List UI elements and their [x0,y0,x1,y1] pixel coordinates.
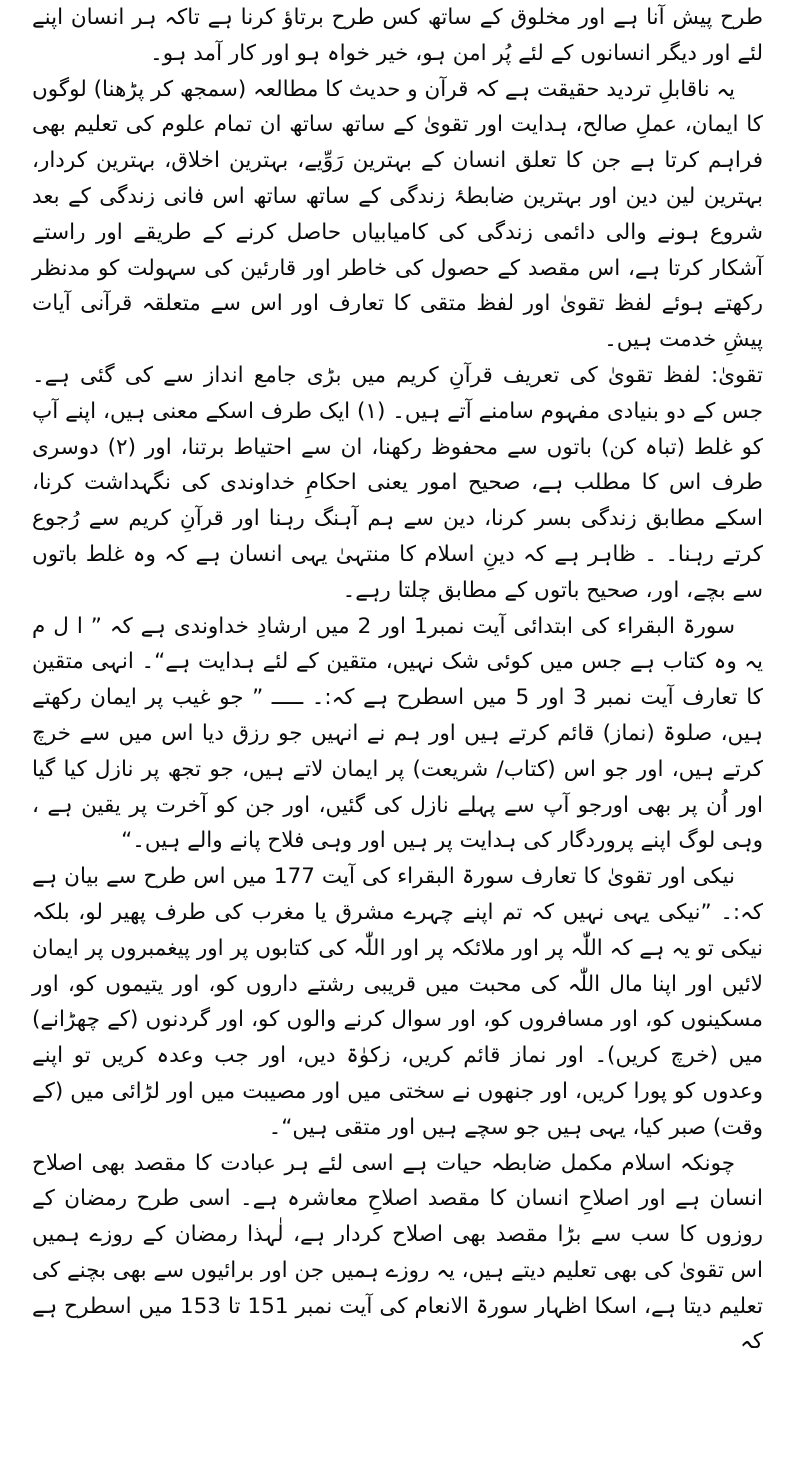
paragraph-surah-baqarah-verse-177: نیکی اور تقویٰ کا تعارف سورۃ البقراء کی آیت 177 میں اس طرح سے بیان ہے کہ:۔ ”نیکی یہی نہیں کہ تم اپنے چہرے مشرق یا مغرب کی طرف پھیر لو، بلکہ نیکی تو یہ ہے کہ اللّٰہ پر اور ملائکہ پر اور اللّٰہ کی کتابوں پر اور پیغمبروں پر ایمان لائیں اور اپنا مال اللّٰہ کی محبت میں قریبی رشتے داروں کو، اور یتیموں کو، اور مسکینوں کو، اور مسافروں کو، اور سوال کرنے والوں کو، اور گردنوں (کے چھڑانے) میں (خرچ کریں)۔ اور نماز قائم کریں، زکوٰۃ دیں، اور جب وعدہ کریں تو اپنے وعدوں کو پورا کریں، اور جنھوں نے سختی میں اور مصیبت میں اور لڑائی میں (کے وقت) صبر کیا، یہی ہیں جو سچے ہیں اور متقی ہیں“۔ [32,864,763,1140]
paragraph-taqwa-definition: تقویٰ: لفظ تقویٰ کی تعریف قرآنِ کریم میں بڑی جامع انداز سے کی گئی ہے۔ جس کے دو بنیادی مفہوم سامنے آتے ہیں۔ (۱) ایک طرف اسکے معنی ہیں، اپنے آپ کو غلط (تباہ کن) باتوں سے محفوظ رکھنا، ان سے احتیاط برتنا، اور (۲) دوسری طرف اس کا مطلب ہے، صحیح امور یعنی احکامِ خداوندی کی نگہداشت کرنا، اسکے مطابق زندگی بسر کرنا، دین سے ہم آہنگ رہنا اور قرآنِ کریم سے رُجوع کرتے رہنا۔ ۔ ظاہر ہے کہ دینِ اسلام کا منتہیٰ یہی انسان ہے کہ وہ غلط باتوں سے بچے، اور، صحیح باتوں کے مطابق چلتا رہے۔ [32,362,763,603]
paragraph-ramadan-fasting: چونکہ اسلام مکمل ضابطہ حیات ہے اسی لئے ہر عبادت کا مقصد بھی اصلاح انسان ہے اور اصلاحِ انسان کا مقصد اصلاحِ معاشرہ ہے۔ اسی طرح رمضان کے روزوں کا سب سے بڑا مقصد بھی اصلاح کردار ہے، لٰہذا رمضان کے روزے ہمیں اس تقویٰ کی بھی تعلیم دیتے ہیں، یہ روزے ہمیں جن اور برائیوں سے بھی بچنے کی تعلیم دیتا ہے، اسکا اظہار سورۃ الانعام کی آیت نمبر 151 تا 153 میں اسطرح ہے کہ [32,1150,763,1355]
paragraph-quran-hadith-study: یہ ناقابلِ تردید حقیقت ہے کہ قرآن و حدیث کا مطالعہ (سمجھ کر پڑھنا) لوگوں کا ایمان، عملِ صالح، ہدایت اور تقویٰ کے ساتھ ساتھ ان تمام علوم کی تعلیم بھی فراہم کرتا ہے جن کا تعلق انسان کے بہترین رَوِّیے، بہترین اخلاق، بہترین کردار، بہترین لین دین اور بہترین ضابطۂ زندگی کے ساتھ ساتھ اس فانی زندگی کے بعد شروع ہونے والی دائمی زندگی کی کامیابیاں حاصل کرنے کے طریقے اور راستے آشکار کرتا ہے، اس مقصد کے حصول کی خاطر اور قارئین کی سہولت کو مدنظر رکھتے ہوئے لفظ تقویٰ اور لفظ متقی کا تعارف اور اس سے متعلقہ قرآنی آیات پیشِ خدمت ہیں۔ [31,76,763,353]
paragraph-continuation: طرح پیش آنا ہے اور مخلوق کے ساتھ کس طرح برتاؤ کرنا ہے تاکہ ہر انسان اپنے لئے اور دیگر انسانوں کے لئے پُر امن ہو، خیر خواہ ہو اور کار آمد ہو۔ [32,5,763,66]
paragraph-surah-baqarah-verses-1-5: سورۃ البقراء کی ابتدائی آیت نمبر1 اور 2 میں ارشادِ خداوندی ہے کہ ” ا ل م یہ وہ کتاب ہے جس میں کوئی شک نہیں، متقین کے لئے ہدایت ہے“۔ انہی متقین کا تعارف آیت نمبر 3 اور 5 میں اسطرح ہے کہ:۔ ـــــ ” جو غیب پر ایمان رکھتے ہیں، صلوۃ (نماز) قائم کرتے ہیں اور ہم نے انہیں جو رزق دیا اس میں سے خرچ کرتے ہیں، اور جو اس (کتاب/ شریعت) پر ایمان لاتے ہیں، جو تجھ پر نازل کیا گیا اور اُن پر بھی اورجو آپ سے پہلے نازل کی گئیں، اور جن کو آخرت پر یقین ہے ، وہی لوگ اپنے پروردگار کی ہدایت پر ہیں اور وہی فلاح پانے والے ہیں۔“ [32,613,763,854]
document-body [32,0,763,1360]
